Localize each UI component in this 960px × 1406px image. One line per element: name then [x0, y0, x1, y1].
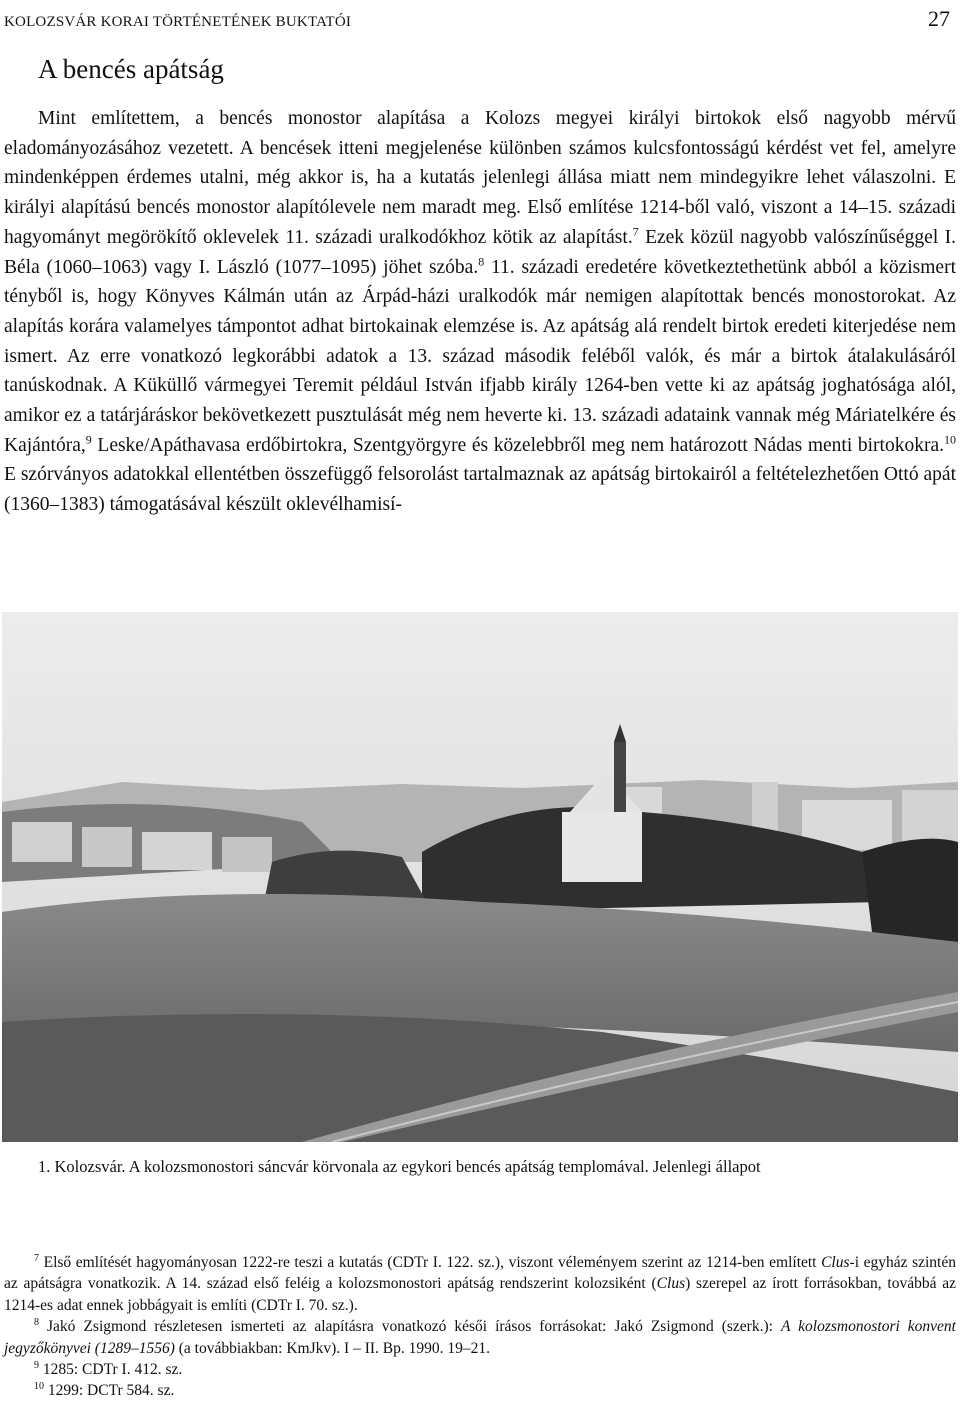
footnote-ref-7[interactable]: 7 — [632, 224, 639, 239]
footnote-text: Jakó Zsigmond részletesen ismerteti az alapításra vonatkozó késői írásos forrásokat: Jakó Zsigmond (szerk.): — [39, 1318, 781, 1336]
section-title: A bencés apátság — [38, 54, 224, 84]
footnote-italic: Clus — [656, 1275, 686, 1293]
running-head — [4, 6, 950, 30]
footnote-number: 8 — [34, 1317, 39, 1329]
footnote-number: 7 — [34, 1252, 39, 1264]
footnote-8 — [4, 1316, 956, 1359]
footnote-italic: Clus — [821, 1254, 850, 1271]
body-text-part-3: 11. századi eredetére következtethetünk abból a közismert tényből is, hogy Könyves Kálmán után az Árpád-házi uralkodók már nemigen alapítottak bencés monostorokat. Az alapítás korára valamelyes támpontot adhat birtokainak elemzése is. Az apátság alá rendelt birtok eredeti kiterjedése nem ismert. Az erre vonatkozó legkorábbi adatok a 13. század második feléből valók, és már a birtok átalakulásáról tanúskodnak. A Küküllő vármegyei Teremit például István ifjabb király 1264-ben vette ki az apátság joghatósága alól, amikor ez a tatárjáráskor bekövetkezett pusztulását még nem heverte ki. 13. századi adataink vannak még Máriatelkére és Kajántóra, — [4, 256, 956, 456]
body-text-part-4: Leske/Apáthavasa erdőbirtokra, Szentgyörgyre és közelebbről meg nem határozott Nádas menti birtokokra. — [91, 434, 944, 456]
footnote-10 — [4, 1380, 956, 1401]
running-title: KOLOZSVÁR KORAI TÖRTÉNETÉNEK BUKTATÓI — [4, 14, 352, 30]
photo-kolozsmonostor — [2, 612, 958, 1142]
body-text-part-5: E szórványos adatokkal ellentétben összefüggő felsorolást tartalmaznak az apátság birtokairól a feltételezhetően Ottó apát (1360–1383) támogatásával készült oklevélhamisí- — [4, 464, 956, 516]
page-number: 27 — [928, 6, 950, 31]
footnote-text: 1285: CDTr I. 412. sz. — [39, 1361, 183, 1379]
footnote-ref-9[interactable]: 9 — [85, 432, 92, 447]
figure-caption: 1. Kolozsvár. A kolozsmonostori sáncvár körvonala az egykori bencés apátság templomával. Jelenlegi állapot — [38, 1157, 761, 1176]
footnotes — [4, 1252, 956, 1402]
footnote-ref-10[interactable]: 10 — [944, 432, 956, 447]
footnote-text: Első említését hagyományosan 1222-re teszi a kutatás (CDTr I. 122. sz.), viszont véleményem szerint az 1214-ben említett — [39, 1254, 822, 1271]
footnote-italic: A kolozsmonostori konvent jegyzőkönyvei (1289–1556) — [4, 1318, 956, 1357]
body-text-part-2: Ezek közül nagyobb valószínűséggel I. Béla (1060–1063) vagy I. László (1077–1095) jöhet szóba. — [4, 226, 957, 278]
footnote-text: 1299: DCTr 584. sz. — [44, 1382, 175, 1400]
footnote-number: 9 — [34, 1359, 39, 1371]
footnote-number: 10 — [34, 1381, 44, 1393]
body-text-part-1: Mint említettem, a bencés monostor alapítása a Kolozs megyei királyi birtokok első nagyobb mérvű eladományozásához vezetett. A bencések itteni megjelenése különben számos kulcsfontosságú kérdést vet fel, amelyre mindenképpen érdemes utalni, még akkor is, ha a kutatás jelenlegi állása miatt nem mindegyikre lehet válaszolni. E királyi alapítású bencés monostor alapítólevele nem maradt meg. Első említése 1214-ből való, viszont a 14–15. századi hagyományt megörökítő oklevelek 11. századi uralkodókhoz kötik az alapítást. — [4, 108, 956, 248]
footnote-text: ) szerepel az írott forrásokban, továbbá az 1214-es adat ennek jobbágyait is említi (CDTr I. 70. sz.). — [4, 1275, 956, 1314]
footnote-text: -i egyház szintén az apátságra vonatkozik. A 14. század első feléig a kolozsmonostori apátság rendszerint kolozsiként ( — [4, 1254, 956, 1293]
body-paragraph — [4, 104, 956, 520]
footnote-text: (a továbbiakban: KmJkv). I – II. Bp. 1990. 19–21. — [174, 1339, 490, 1357]
footnote-9 — [4, 1359, 956, 1380]
figure-photo — [2, 612, 958, 1142]
footnote-ref-8[interactable]: 8 — [478, 254, 485, 269]
footnote-7 — [4, 1252, 956, 1316]
